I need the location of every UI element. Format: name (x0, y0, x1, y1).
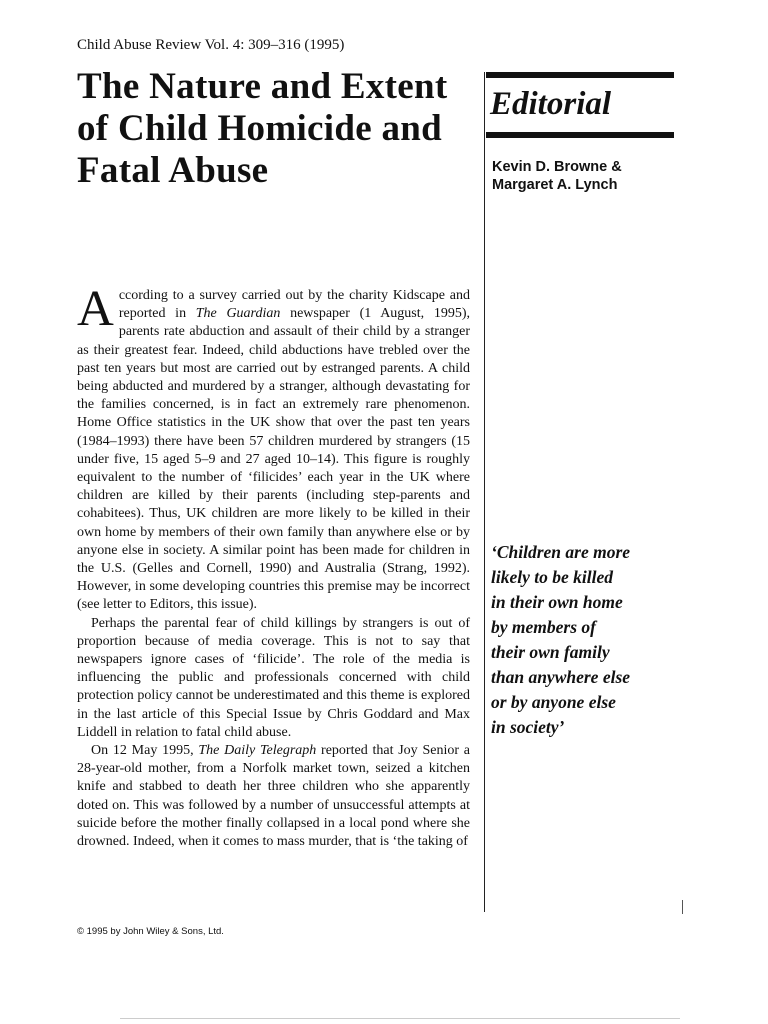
author-line: Kevin D. Browne & (492, 159, 622, 175)
article-title: The Nature and Extent of Child Homicide and Fatal Abuse (77, 66, 448, 191)
author-list (492, 158, 677, 194)
pull-quote-line: in their own home (491, 592, 623, 612)
page-bottom-rule (120, 1018, 680, 1019)
body-text-span: reported that Joy Senior a 28-year-old mother, from a Norfolk market town, seized a kitchen knife and stabbed to death her three children who she apparently doted on. This was followed by a number of unsuccessful attempts at suicide before the mother finally collapsed in a local pond where she drowned. Indeed, when it comes to mass murder, that is ‘the taking of (77, 743, 470, 850)
copyright-notice: © 1995 by John Wiley & Sons, Ltd. (77, 926, 224, 937)
body-text-span: newspaper (1 August, 1995), parents rate abduction and assault of their child by a stranger as their greatest fear. Indeed, child abductions have trebled over the past ten years but most are carried out by estranged parents. A child being abducted and murdered by a stranger, although devastating for the families concerned, is in fact an extremely rare phenomenon. Home Office statistics in the UK show that over the past ten years (1984–1993) there have been 57 children murdered by strangers (15 under five, 15 aged 5–9 and 27 aged 10–14). This figure is roughly equivalent to the number of ‘filicides’ each year in the UK where children are killed by their parents (including step-parents and cohabitees). Thus, UK children are more likely to be killed in their own home by members of their own family than anywhere else or by anyone else in society. A similar point has been made for children in the U.S. (Gelles and Cornell, 1990) and Australia (Strang, 1992). However, in some developing countries this premise may be incorrect (see letter to Editors, this issue). (77, 306, 470, 613)
journal-citation: Child Abuse Review Vol. 4: 309–316 (1995) (77, 37, 345, 53)
pull-quote-line: in society’ (491, 717, 565, 737)
author-line: Margaret A. Lynch (492, 177, 618, 193)
body-paragraph: Perhaps the parental fear of child killings by strangers is out of proportion because of media coverage. This is not to say that newspapers ignore cases of ‘filicide’. The role of the media is influencing the public and professionals concerned with child protection policy cannot be underestimated and this theme is explored in the last article of this Special Issue by Chris Goddard and Max Liddell in relation to fatal child abuse. (77, 615, 470, 740)
pull-quote (491, 540, 686, 740)
cited-source: The Daily Telegraph (198, 743, 317, 759)
article-body (77, 281, 470, 851)
body-text-span: On 12 May 1995, (91, 743, 199, 759)
pull-quote-line: their own family (491, 642, 610, 662)
body-paragraph (77, 742, 470, 851)
sidebar-divider (484, 72, 485, 912)
drop-cap: A (77, 281, 114, 337)
pull-quote-line: likely to be killed (491, 567, 613, 587)
cited-source: The Guardian (195, 306, 281, 322)
section-rule-bottom (486, 132, 674, 138)
pull-quote-line: or by anyone else (491, 692, 616, 712)
body-paragraph (77, 281, 470, 615)
section-label: Editorial (490, 86, 612, 122)
body-text-span: ccording to a survey carried out by the charity Kidscape and reported in (118, 288, 470, 322)
pull-quote-line: ‘Children are more (491, 542, 631, 562)
sidebar-divider-right (682, 900, 683, 914)
pull-quote-line: than anywhere else (491, 667, 631, 687)
section-rule-top (486, 72, 674, 78)
pull-quote-line: by members of (491, 617, 596, 637)
